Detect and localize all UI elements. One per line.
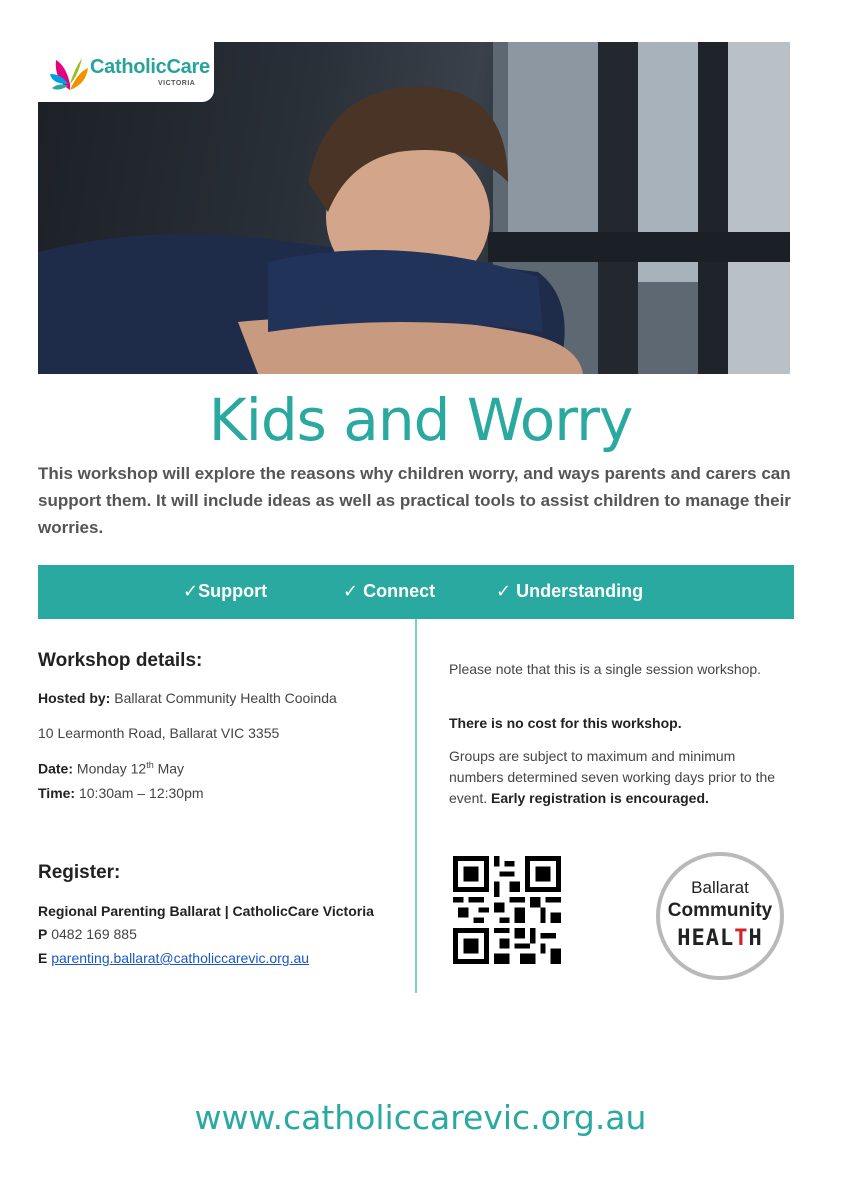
partner-line3a: HEAL: [677, 926, 735, 951]
single-session-note: Please note that this is a single session workshop.: [449, 661, 762, 677]
email-link[interactable]: parenting.ballarat@catholiccarevic.org.au: [51, 950, 310, 966]
workshop-details-heading: Workshop details:: [38, 650, 203, 671]
page-title: Kids and Worry: [208, 386, 633, 454]
register-email: [38, 950, 309, 966]
date-value: Monday 12: [73, 760, 147, 777]
value-understanding: ✓ Understanding: [496, 581, 644, 601]
butterfly-logo-icon: [48, 50, 92, 94]
value-support: ✓Support: [183, 581, 268, 601]
register-org: Regional Parenting Ballarat | CatholicCare Victoria: [38, 903, 374, 919]
time: [38, 785, 204, 801]
logo-name: CatholicCare: [90, 56, 210, 78]
no-cost-note: There is no cost for this workshop.: [449, 715, 682, 731]
hosted-value: Ballarat Community Health Cooinda: [110, 690, 337, 706]
date-month: May: [153, 760, 185, 777]
catholiccare-logo: [38, 42, 214, 102]
column-divider: [415, 619, 417, 993]
values-band: [38, 565, 794, 619]
register-heading: Register:: [38, 862, 121, 883]
hosted-label: Hosted by:: [38, 690, 111, 706]
phone-label: P: [38, 926, 48, 942]
partner-line2: Community: [667, 900, 773, 921]
hosted-by: [38, 690, 337, 706]
phone-value[interactable]: 0482 169 885: [47, 926, 137, 942]
early-registration: Early registration is encouraged.: [491, 790, 709, 806]
email-label: E: [38, 950, 48, 966]
intro-paragraph: This workshop will explore the reasons why children worry, and ways parents and carers can support them. It will include ideas as well as practical tools to assist children to manage their worries.: [38, 464, 791, 537]
register-phone: [38, 926, 137, 942]
time-label: Time:: [38, 785, 76, 801]
footer-url[interactable]: www.catholiccarevic.org.au: [194, 1098, 647, 1137]
date: [38, 760, 184, 777]
date-sup: th: [146, 760, 154, 770]
value-connect: ✓ Connect: [343, 581, 436, 601]
ballarat-community-health-logo: [656, 852, 784, 980]
partner-line3b: T: [734, 926, 749, 951]
partner-line1: Ballarat: [691, 878, 749, 897]
groups-text: Groups are subject to maximum and minimum numbers determined seven working days prior to the event.: [449, 748, 776, 806]
qr-code-icon[interactable]: [453, 856, 561, 964]
logo-sub: VICTORIA: [158, 80, 196, 87]
groups-note: [449, 746, 789, 809]
address: 10 Learmonth Road, Ballarat VIC 3355: [38, 725, 280, 741]
date-label: Date:: [38, 760, 74, 777]
time-value: 10:30am – 12:30pm: [75, 785, 204, 801]
partner-line3: [660, 926, 780, 951]
partner-line3c: H: [748, 926, 763, 951]
